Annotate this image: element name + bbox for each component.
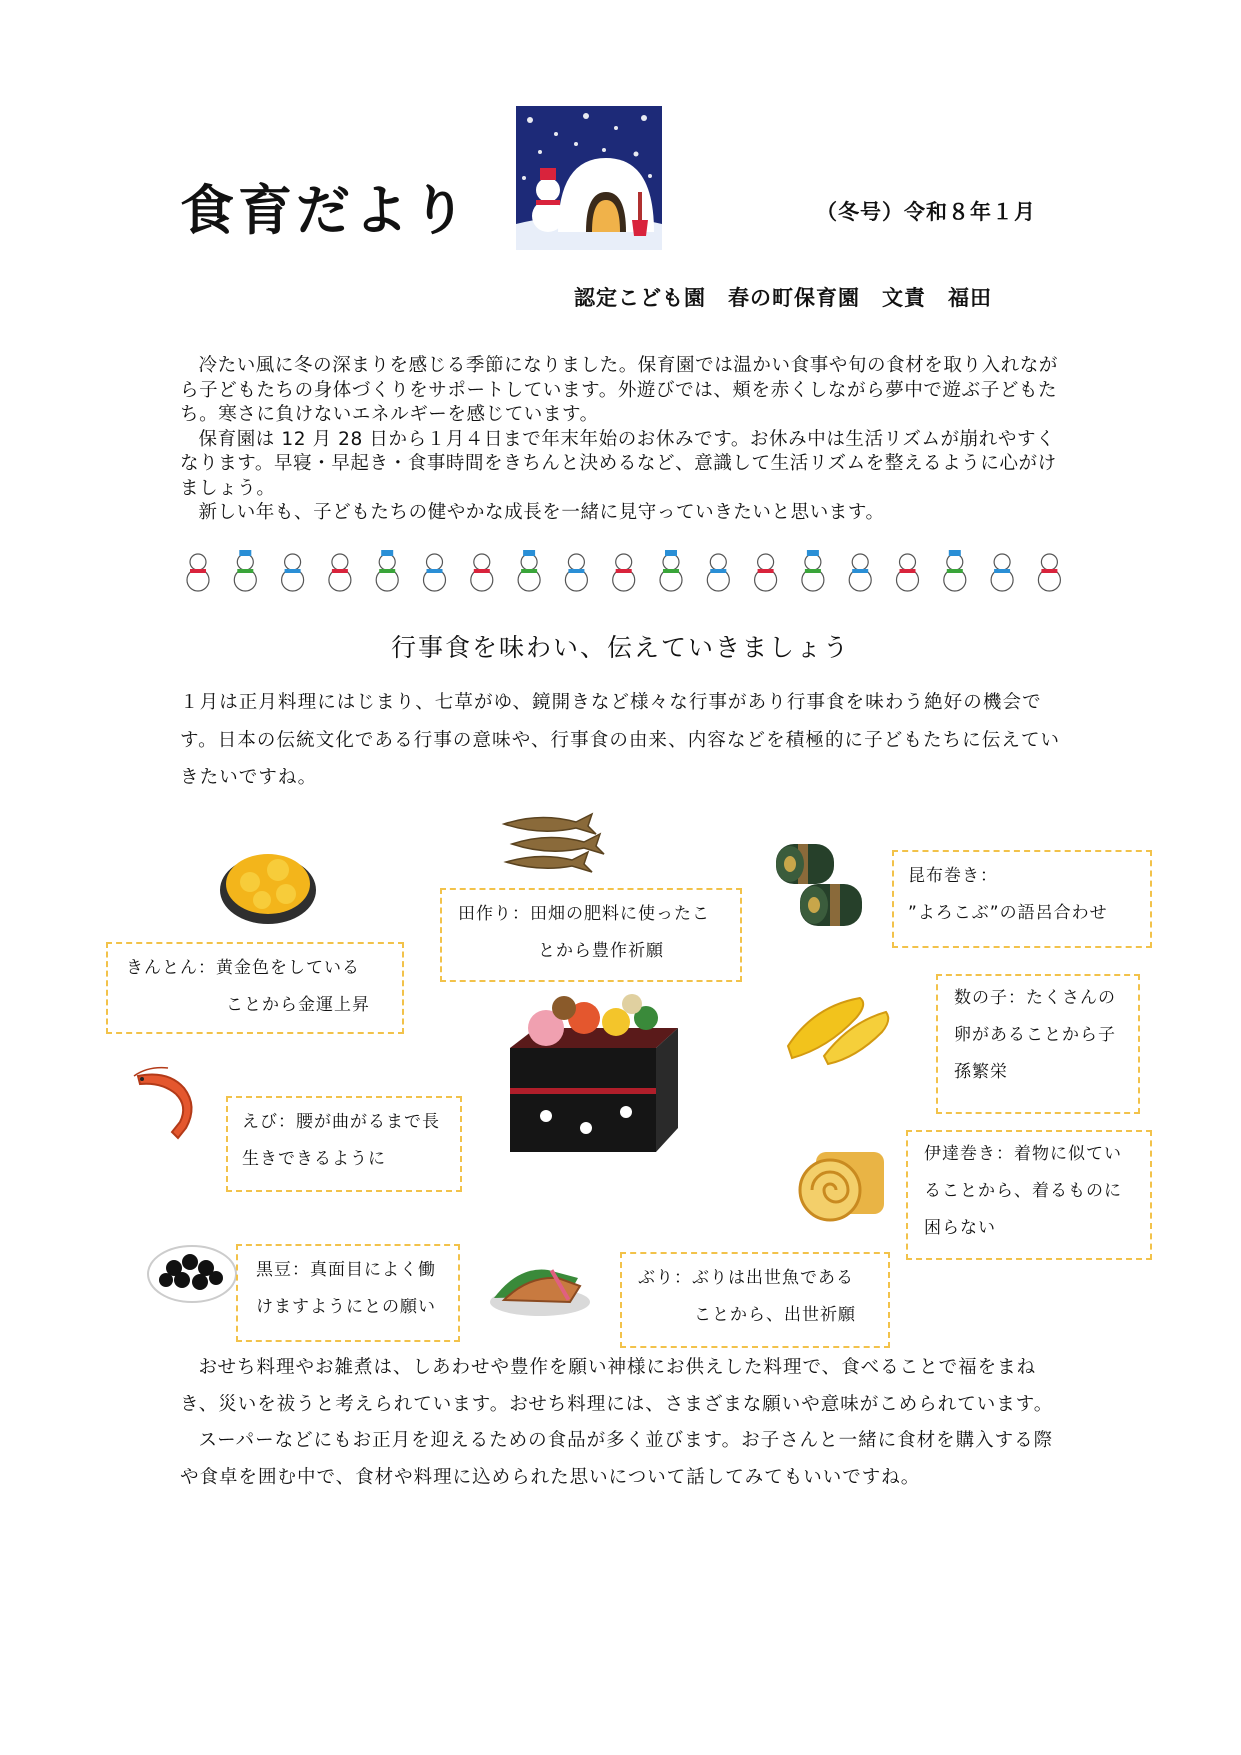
caption-line: 田作り：田畑の肥料に使ったこ (458, 904, 710, 924)
snowman-icon (329, 554, 351, 591)
caption-line: ぶり：ぶりは出世魚である (638, 1268, 854, 1288)
lead-paragraph: １月は正月料理にはじまり、七草がゆ、鏡開きなど様々な行事があり行事食を味わう絶好の機会です。日本の伝統文化である行事の意味や、行事食の由来、内容などを積極的に子どもたちに伝えていきたいですね。 (180, 692, 1061, 788)
kuromame-caption-box (236, 1244, 460, 1342)
closing-paragraph: おせち料理やお雑煮は、しあわせや豊作を願い神様にお供えした料理で、食べることで福をまねき、災いを祓うと考えられています。おせち料理には、さまざまな願いや意味がこめられています。 (180, 1357, 1054, 1415)
caption-line: ることから、着るものに (924, 1181, 1122, 1201)
caption-line: ”よろこぶ”の語呂合わせ (908, 903, 1108, 923)
snowman-icon (613, 554, 635, 591)
snowman-icon (376, 550, 398, 591)
buri-caption-box (620, 1252, 890, 1348)
snowman-icon (660, 550, 682, 591)
kobumaki-illustration (770, 838, 870, 930)
shrimp-illustration (128, 1066, 206, 1144)
snowman-icon (991, 554, 1013, 591)
tazukuri-caption-box (440, 888, 742, 982)
organization-line: 認定こども園 春の町保育園 文責 福田 (574, 286, 992, 310)
snowman-icon (424, 554, 446, 591)
caption-line: 昆布巻き： (908, 866, 998, 886)
snowman-icon (471, 554, 493, 591)
buri-illustration (488, 1252, 592, 1318)
intro-text (180, 354, 1065, 526)
caption-line: 困らない (924, 1218, 996, 1238)
caption-line: 数の子：たくさんの (954, 988, 1116, 1008)
caption-line: 孫繁栄 (954, 1062, 1008, 1082)
section-heading: 行事食を味わい、伝えていきましょう (390, 633, 850, 662)
snowman-divider (178, 548, 1083, 594)
kinton-illustration (216, 838, 320, 928)
datemaki-caption-box (906, 1130, 1152, 1260)
caption-line: 卵があることから子 (954, 1025, 1116, 1045)
kinton-caption-box (106, 942, 404, 1034)
snowman-icon (1038, 554, 1060, 591)
caption-line: 生きできるように (242, 1149, 386, 1169)
closing-paragraph: スーパーなどにもお正月を迎えるための食品が多く並びます。お子さんと一緒に食材を購入する際や食卓を囲む中で、食材や料理に込められた思いについて話してみてもいいですね。 (180, 1430, 1054, 1488)
intro-paragraph: 冷たい風に冬の深まりを感じる季節になりました。保育園では温かい食事や旬の食材を取り入れながら子どもたちの身体づくりをサポートしています。外遊びでは、頬を赤くしながら夢中で遊ぶ子どもたち。寒さに負けないエネルギーを感じています。 (180, 355, 1059, 425)
snowman-icon (897, 554, 919, 591)
caption-line: とから豊作祈願 (538, 941, 664, 961)
closing-text (180, 1350, 1065, 1496)
snowman-icon (755, 554, 777, 591)
snowman-icon (282, 554, 304, 591)
ebi-caption-box (226, 1096, 462, 1192)
snowman-icon (802, 550, 824, 591)
snowman-icon (187, 554, 209, 591)
caption-line: 黒豆：真面目によく働 (256, 1260, 436, 1280)
caption-line: きんとん：黄金色をしている (126, 958, 360, 978)
issue-date: （冬号）令和８年１月 (816, 200, 1036, 224)
caption-line: けますようにとの願い (256, 1297, 436, 1317)
kuromame-illustration (146, 1238, 238, 1306)
kazunoko-illustration (784, 996, 894, 1066)
snowman-icon (944, 550, 966, 591)
intro-paragraph: 新しい年も、子どもたちの健やかな成長を一緒に見守っていきたいと思います。 (198, 502, 885, 523)
kobumaki-caption-box (892, 850, 1152, 948)
snowman-icon (707, 554, 729, 591)
caption-line: ことから金運上昇 (226, 995, 370, 1015)
osechi-box-illustration (506, 988, 684, 1156)
snowman-icon (849, 554, 871, 591)
caption-line: えび：腰が曲がるまで長 (242, 1112, 440, 1132)
caption-line: ことから、出世祈願 (694, 1305, 856, 1325)
page-title: 食育だより (180, 179, 470, 242)
kamakura-snow-illustration (516, 106, 662, 250)
snowman-icon (234, 550, 256, 591)
tazukuri-illustration (500, 810, 608, 874)
caption-line: 伊達巻き：着物に似てい (924, 1144, 1122, 1164)
snowman-icon (518, 550, 540, 591)
datemaki-illustration (796, 1146, 888, 1226)
kazunoko-caption-box (936, 974, 1140, 1114)
intro-paragraph: 保育園は 12 月 28 日から１月４日まで年末年始のお休みです。お休み中は生活リズムが崩れやすくなります。早寝・早起き・食事時間をきちんと決めるなど、意識して生活リズムを整えるように心がけましょう。 (180, 428, 1057, 499)
snowman-icon (565, 554, 587, 591)
section-lead (180, 684, 1065, 797)
